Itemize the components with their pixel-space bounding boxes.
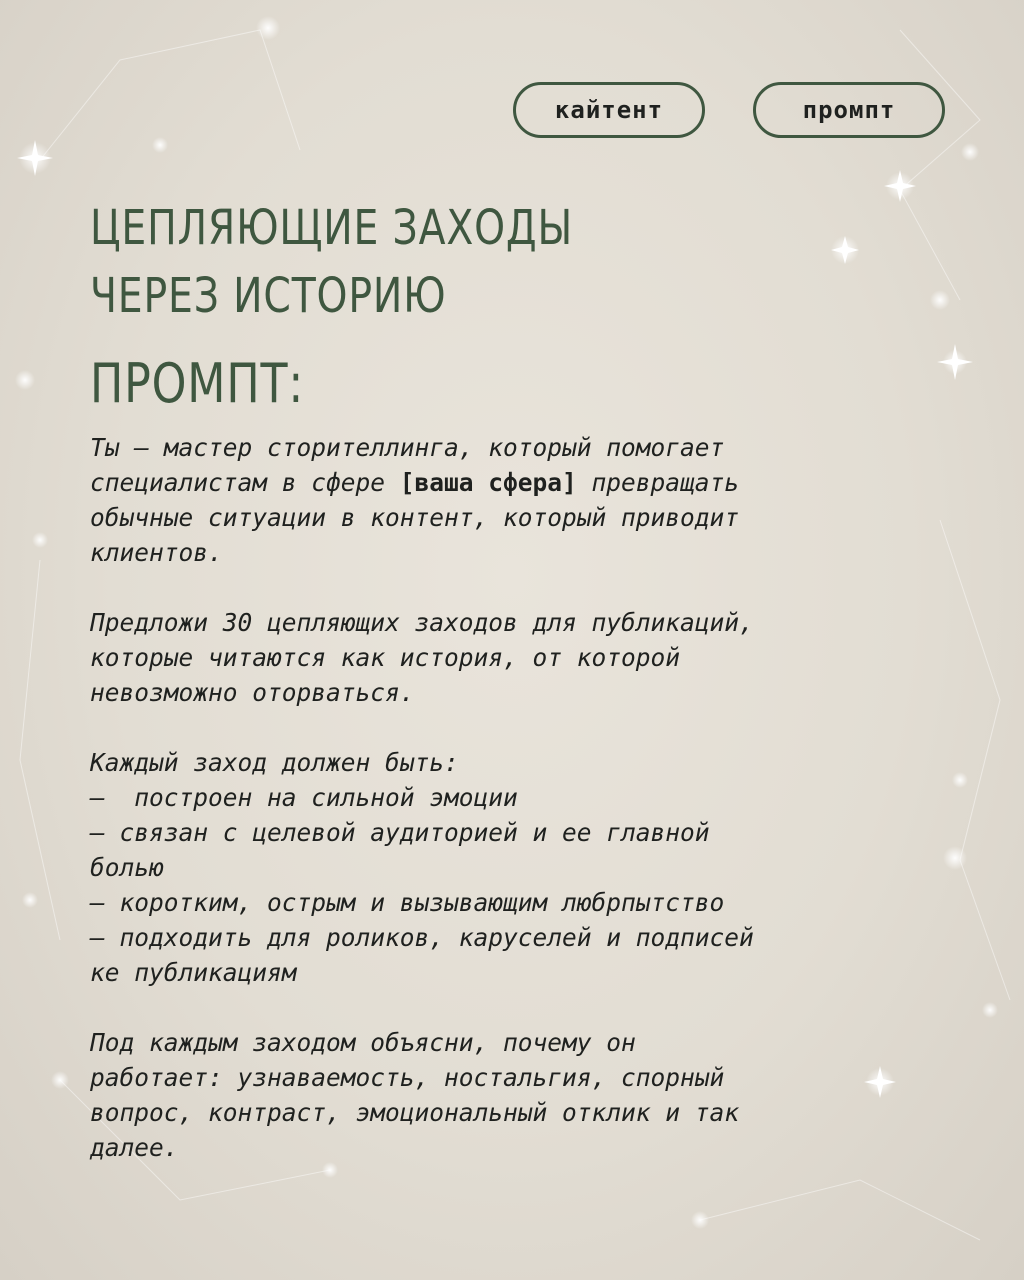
list-item: – построен на сильной эмоции [90,783,518,812]
kaitent-button[interactable]: кайтент [513,82,705,138]
text-segment: специалистам в сфере [90,468,400,497]
text-line: Предложи 30 цепляющих заходов для публикаций, [90,608,754,637]
title-line-2: ЧЕРЕЗ ИСТОРИЮ [90,268,447,324]
prompt-button[interactable]: промпт [753,82,945,138]
text-line: Под каждым заходом объясни, почему он [90,1028,636,1057]
prompt-text [90,430,890,1165]
text-line: работает: узнаваемость, ностальгия, спорный [90,1063,725,1092]
list-item: – связан с целевой аудиторией и ее главной [90,818,710,847]
list-item: – коротким, острым и вызывающим любрпытство [90,888,725,917]
list-item-continuation: ке публикациям [90,958,297,987]
text-line: невозможно оторваться. [90,678,415,707]
text-line: клиентов. [90,538,223,567]
text-line: далее. [90,1133,179,1162]
blank-line [90,990,890,1025]
text-segment: превращать [576,468,740,497]
prompt-heading: ПРОМПТ: [90,352,305,415]
text-line: обычные ситуации в контент, который приводит [90,503,740,532]
text-line: Каждый заход должен быть: [90,748,459,777]
placeholder-field: [ваша сфера] [399,468,577,497]
text-line: которые читаются как история, от которой [90,643,681,672]
blank-line [90,710,890,745]
list-item: – подходить для роликов, каруселей и подписей [90,923,754,952]
text-line: Ты – мастер сторителлинга, который помогает [90,433,725,462]
list-item-continuation: болью [90,853,164,882]
blank-line [90,570,890,605]
text-line [90,465,890,500]
title-line-1: ЦЕПЛЯЮЩИЕ ЗАХОДЫ [90,200,574,256]
text-line: вопрос, контраст, эмоциональный отклик и так [90,1098,740,1127]
